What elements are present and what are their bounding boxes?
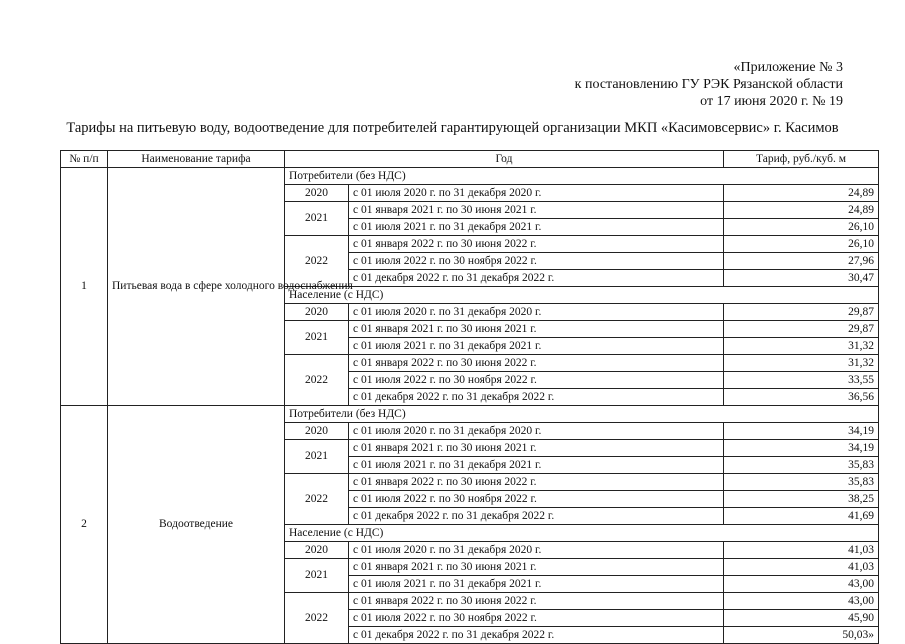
period-cell: с 01 января 2021 г. по 30 июня 2021 г. (349, 440, 724, 457)
year-cell: 2020 (285, 304, 349, 321)
tariff-value: 41,03 (724, 559, 879, 576)
tariff-value: 26,10 (724, 219, 879, 236)
period-cell: с 01 июля 2021 г. по 31 декабря 2021 г. (349, 338, 724, 355)
tariff-value: 43,00 (724, 576, 879, 593)
tariff-value: 35,83 (724, 474, 879, 491)
consumer-group-label: Потребители (без НДС) (285, 406, 879, 423)
period-cell: с 01 декабря 2022 г. по 31 декабря 2022 г. (349, 627, 724, 644)
period-cell: с 01 декабря 2022 г. по 31 декабря 2022 г. (349, 508, 724, 525)
tariff-value: 34,19 (724, 423, 879, 440)
period-cell: с 01 января 2022 г. по 30 июня 2022 г. (349, 355, 724, 372)
appendix-line: «Приложение № 3 (733, 60, 843, 75)
tariff-value: 24,89 (724, 185, 879, 202)
year-cell: 2020 (285, 185, 349, 202)
tariff-value: 34,19 (724, 440, 879, 457)
period-cell: с 01 января 2022 г. по 30 июня 2022 г. (349, 474, 724, 491)
period-cell: с 01 июля 2022 г. по 30 ноября 2022 г. (349, 491, 724, 508)
group-header-row (61, 406, 879, 423)
tariff-value: 29,87 (724, 321, 879, 338)
period-cell: с 01 июля 2021 г. по 31 декабря 2021 г. (349, 457, 724, 474)
tariff-table (60, 150, 879, 644)
tariff-number: 2 (61, 406, 108, 644)
column-header-name: Наименование тарифа (108, 151, 285, 168)
year-cell: 2022 (285, 355, 349, 406)
column-header-num: № п/п (61, 151, 108, 168)
year-cell: 2022 (285, 593, 349, 644)
period-cell: с 01 января 2022 г. по 30 июня 2022 г. (349, 236, 724, 253)
tariff-value: 31,32 (724, 355, 879, 372)
tariff-value: 45,90 (724, 610, 879, 627)
year-cell: 2021 (285, 202, 349, 236)
group-header-row (61, 168, 879, 185)
period-cell: с 01 июля 2021 г. по 31 декабря 2021 г. (349, 219, 724, 236)
period-cell: с 01 июля 2020 г. по 31 декабря 2020 г. (349, 542, 724, 559)
year-cell: 2022 (285, 236, 349, 287)
column-header-tariff: Тариф, руб./куб. м (724, 151, 879, 168)
period-cell: с 01 июля 2021 г. по 31 декабря 2021 г. (349, 576, 724, 593)
period-cell: с 01 июля 2020 г. по 31 декабря 2020 г. (349, 304, 724, 321)
tariff-value: 29,87 (724, 304, 879, 321)
consumer-group-label: Население (с НДС) (285, 287, 879, 304)
tariff-value: 41,69 (724, 508, 879, 525)
period-cell: с 01 января 2021 г. по 30 июня 2021 г. (349, 321, 724, 338)
tariff-value: 26,10 (724, 236, 879, 253)
tariff-table-body (61, 168, 879, 644)
tariff-value: 41,03 (724, 542, 879, 559)
tariff-value: 43,00 (724, 593, 879, 610)
table-header-row (61, 151, 879, 168)
column-header-year: Год (285, 151, 724, 168)
year-cell: 2021 (285, 321, 349, 355)
period-cell: с 01 января 2021 г. по 30 июня 2021 г. (349, 559, 724, 576)
period-cell: с 01 июля 2020 г. по 31 декабря 2020 г. (349, 185, 724, 202)
period-cell: с 01 декабря 2022 г. по 31 декабря 2022 г. (349, 389, 724, 406)
year-cell: 2020 (285, 423, 349, 440)
tariff-value: 35,83 (724, 457, 879, 474)
tariff-value: 33,55 (724, 372, 879, 389)
appendix-header (575, 59, 843, 110)
consumer-group-label: Население (с НДС) (285, 525, 879, 542)
year-cell: 2021 (285, 559, 349, 593)
period-cell: с 01 июля 2022 г. по 30 ноября 2022 г. (349, 610, 724, 627)
period-cell: с 01 июля 2020 г. по 31 декабря 2020 г. (349, 423, 724, 440)
tariff-name: Водоотведение (108, 406, 285, 644)
tariff-value: 24,89 (724, 202, 879, 219)
period-cell: с 01 января 2022 г. по 30 июня 2022 г. (349, 593, 724, 610)
year-cell: 2021 (285, 440, 349, 474)
resolution-line: к постановлению ГУ РЭК Рязанской области (574, 77, 843, 92)
period-cell: с 01 декабря 2022 г. по 31 декабря 2022 г. (349, 270, 724, 287)
tariff-value: 30,47 (724, 270, 879, 287)
period-cell: с 01 июля 2022 г. по 30 ноября 2022 г. (349, 372, 724, 389)
tariff-number: 1 (61, 168, 108, 406)
period-cell: с 01 января 2021 г. по 30 июня 2021 г. (349, 202, 724, 219)
year-cell: 2022 (285, 474, 349, 525)
tariff-value: 50,03» (724, 627, 879, 644)
tariff-value: 31,32 (724, 338, 879, 355)
tariff-value: 36,56 (724, 389, 879, 406)
consumer-group-label: Потребители (без НДС) (285, 168, 879, 185)
tariff-value: 38,25 (724, 491, 879, 508)
year-cell: 2020 (285, 542, 349, 559)
document-title: Тарифы на питьевую воду, водоотведение для потребителей гарантирующей организации МКП «Касимовсервис» г. Касимов (66, 120, 839, 136)
tariff-value: 27,96 (724, 253, 879, 270)
tariff-name: Питьевая вода в сфере холодного водоснабжения (108, 168, 285, 406)
period-cell: с 01 июля 2022 г. по 30 ноября 2022 г. (349, 253, 724, 270)
date-line: от 17 июня 2020 г. № 19 (700, 94, 843, 109)
